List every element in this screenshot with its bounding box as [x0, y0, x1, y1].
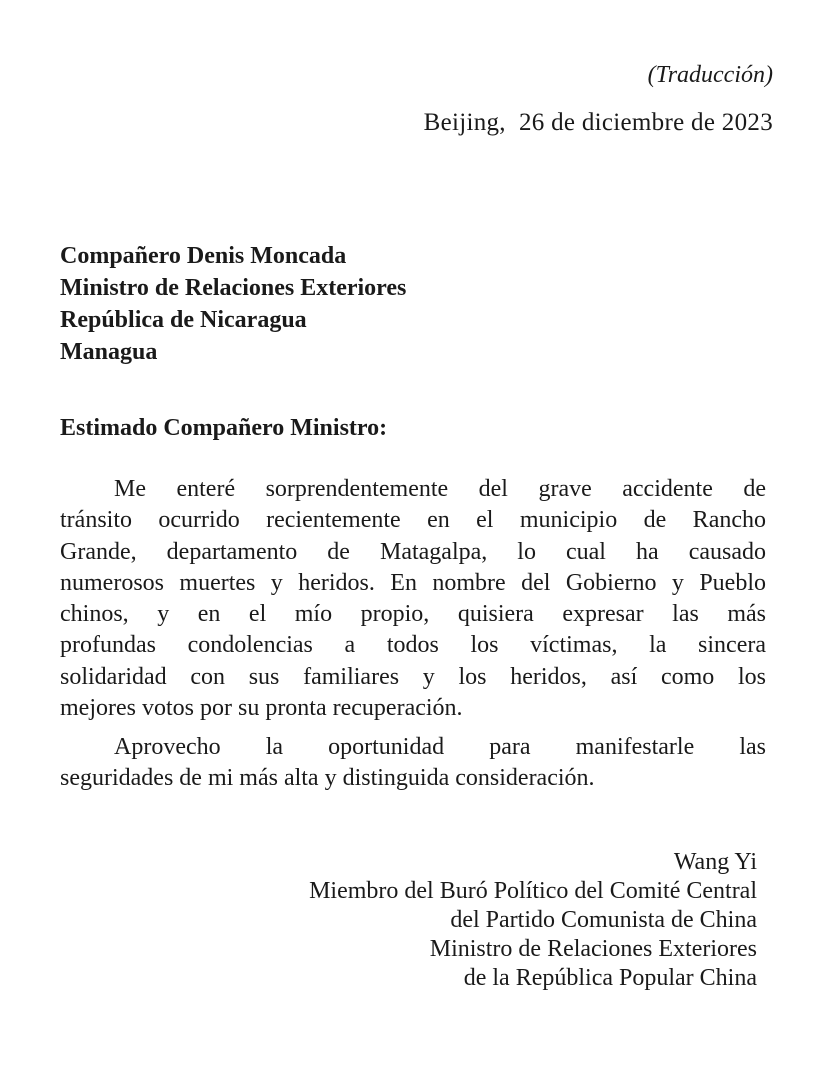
signatory-title: del Partido Comunista de China: [450, 907, 757, 933]
recipient-title: Ministro de Relaciones Exteriores: [60, 275, 407, 301]
body-line: solidaridad con sus familiares y los heridos, así como los: [60, 663, 766, 690]
recipient-name: Compañero Denis Moncada: [60, 243, 347, 269]
body-line: numerosos muertes y heridos. En nombre del Gobierno y Pueblo: [60, 569, 766, 596]
recipient-country: República de Nicaragua: [60, 307, 307, 333]
translation-note: (Traducción): [647, 62, 773, 88]
body-paragraph-1: [60, 474, 766, 724]
recipient-city: Managua: [60, 339, 158, 365]
recipient-block: [60, 240, 406, 368]
salutation: Estimado Compañero Ministro:: [60, 415, 388, 441]
body-line: seguridades de mi más alta y distinguida consideración.: [60, 765, 595, 792]
body-line: mejores votos por su pronta recuperación.: [60, 695, 463, 722]
body-line: tránsito ocurrido recientemente en el municipio de Rancho: [60, 507, 766, 534]
signature-block: [309, 848, 757, 993]
date-line: Beijing, 26 de diciembre de 2023: [423, 109, 773, 136]
body-line: chinos, y en el mío propio, quisiera expresar las más: [60, 601, 766, 628]
body-paragraph-2: [60, 732, 766, 795]
signatory-title: Ministro de Relaciones Exteriores: [429, 936, 757, 962]
body-line: profundas condolencias a todos los víctimas, la sincera: [60, 632, 766, 659]
signatory-title: de la República Popular China: [463, 965, 757, 991]
body-line: Grande, departamento de Matagalpa, lo cual ha causado: [60, 538, 766, 565]
body-line: Me enteré sorprendentemente del grave accidente de: [114, 476, 766, 502]
signatory-name: Wang Yi: [673, 849, 757, 875]
signatory-title: Miembro del Buró Político del Comité Central: [309, 878, 757, 904]
body-line: Aprovecho la oportunidad para manifestarle las: [114, 734, 766, 760]
